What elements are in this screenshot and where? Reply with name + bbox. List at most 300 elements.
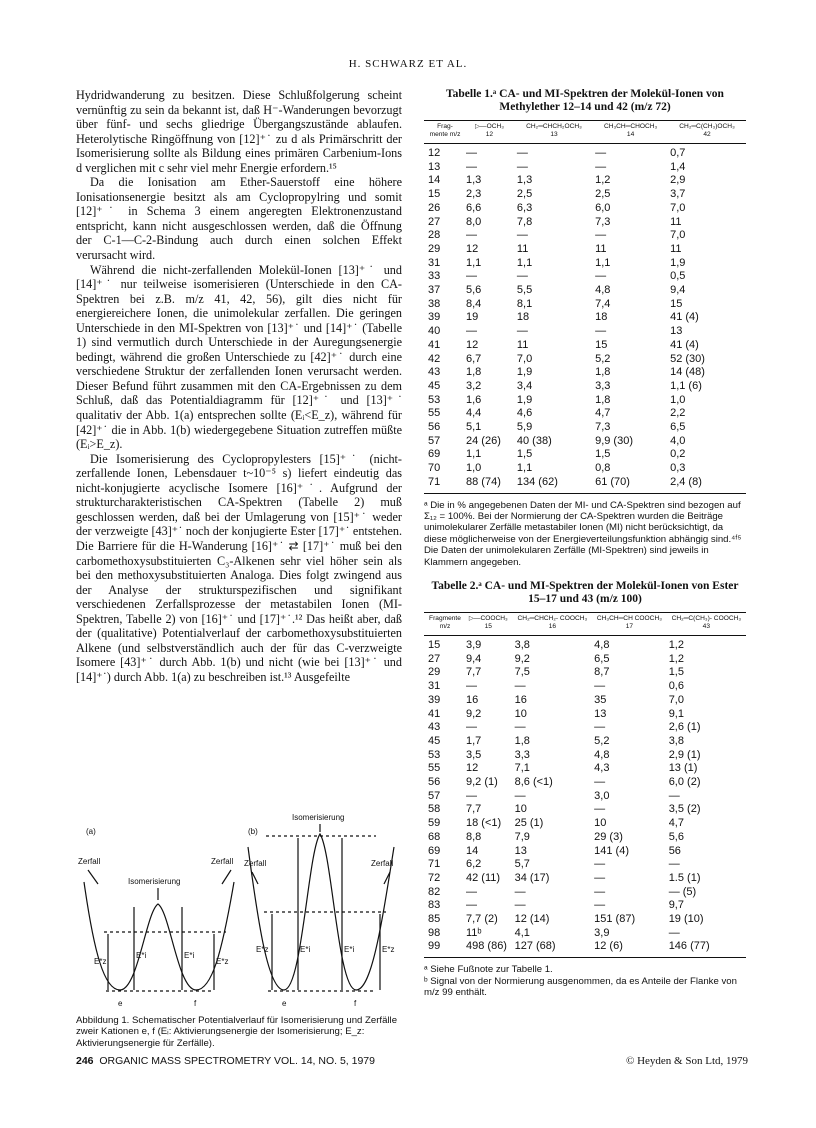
value-cell: 7,3	[595, 215, 611, 228]
mz-cell: 45	[428, 379, 441, 392]
value-cell: 1,2	[595, 174, 611, 187]
table1-row	[424, 298, 746, 312]
value-cell: 1,1	[516, 256, 533, 269]
table1-row	[424, 339, 746, 353]
value-cell: —	[514, 789, 526, 802]
value-cell: —	[594, 871, 606, 884]
table1-row	[424, 407, 746, 421]
mz-cell: 15	[428, 188, 441, 201]
table1-col-header-mz: Frag-mente m/z	[429, 123, 461, 138]
value-cell: 5,2	[594, 734, 610, 747]
table1-footnote	[424, 500, 746, 568]
table2-col-header: CH₂═C(CH₃)- COOCH₃ 43	[671, 615, 742, 631]
mz-cell: 83	[428, 899, 441, 912]
table1-row	[424, 448, 746, 462]
mz-cell: 39	[428, 311, 441, 324]
value-cell: 29 (3)	[594, 830, 623, 843]
value-cell: —	[516, 160, 528, 173]
value-cell: —	[516, 147, 528, 159]
table2-row	[424, 708, 746, 722]
value-cell: 2,2	[670, 407, 686, 420]
value-cell: 1,8	[514, 734, 530, 747]
value-cell: 13	[670, 325, 683, 338]
table2-row	[424, 845, 746, 859]
value-cell: 13 (1)	[668, 762, 698, 775]
mz-cell: 15	[428, 639, 441, 652]
value-cell: 8,4	[466, 297, 482, 310]
value-cell: 134 (62)	[516, 475, 558, 488]
table1-col-header: CH₃CH═CHOCH₃ 14	[603, 123, 658, 138]
mz-cell: 39	[428, 693, 441, 706]
zerfall-label: Zerfall	[211, 857, 234, 866]
value-cell: 8,7	[594, 666, 610, 679]
value-cell: 1,7	[466, 734, 482, 747]
value-cell: 56	[668, 844, 681, 857]
ei-label: E*i	[300, 945, 311, 954]
footnote-text: ᵃ Siehe Fußnote zur Tabelle 1.	[424, 964, 553, 976]
value-cell: 1,9	[516, 393, 533, 406]
value-cell: 3,7	[670, 188, 686, 201]
mz-cell: 55	[428, 407, 441, 420]
value-cell: 18 (<1)	[466, 817, 502, 830]
value-cell: —	[594, 721, 606, 734]
table2-col-header: CH₃CH═CH COOCH₃ 17	[596, 615, 662, 631]
value-cell: 4,8	[595, 284, 611, 297]
value-cell: 1,9	[516, 366, 533, 379]
table1-row	[424, 435, 746, 449]
value-cell: 35	[594, 693, 607, 706]
value-cell: 5,7	[514, 858, 530, 871]
mz-cell: 33	[428, 270, 441, 283]
table1-row	[424, 161, 746, 175]
value-cell: 10	[514, 803, 527, 816]
mz-cell: 45	[428, 734, 441, 747]
value-cell: 12 (6)	[594, 940, 623, 953]
value-cell: 3,5	[466, 748, 482, 761]
value-cell: 7,3	[595, 421, 611, 434]
value-cell: 11	[516, 338, 529, 351]
mz-cell: 82	[428, 885, 441, 898]
table2	[424, 612, 746, 958]
value-cell: 9,4	[466, 652, 482, 665]
value-cell: 52 (30)	[670, 352, 705, 365]
mz-cell: 68	[428, 830, 441, 843]
value-cell: 7,7	[466, 803, 482, 816]
table1-row	[424, 202, 746, 216]
mz-cell: 27	[428, 215, 441, 228]
value-cell: 6,0	[595, 201, 611, 214]
value-cell: 1,5	[516, 448, 533, 461]
value-cell: —	[466, 229, 477, 242]
value-cell: 141 (4)	[594, 844, 629, 857]
value-cell: 2,9 (1)	[668, 748, 701, 761]
table2-row	[424, 749, 746, 763]
value-cell: 7,7	[466, 666, 482, 679]
table2-row	[424, 636, 746, 653]
value-cell: 7,9	[514, 830, 530, 843]
value-cell: 11	[670, 242, 682, 255]
table1-row	[424, 476, 746, 493]
mz-cell: 72	[428, 871, 441, 884]
paragraph: Hydridwanderung zu besitzen. Diese Schlußfolgerung scheint vernünftig zu sein da bekannt ist, daß H⁻-Wanderungen bevorzugt über fünf- und sechs gliedrige Übergangszustände ablaufen. Heterolytische Ringöffnung von [12]⁺˙ zu d als Primärschritt der Isomerisierung sollte als Bildung eines primären Carbenium-Ions d verglichen mit c sehr viel mehr Energie erfordern.¹⁵	[76, 88, 402, 175]
paragraph: Während die nicht-zerfallenden Molekül-Ionen [13]⁺˙ und [14]⁺˙ nur teilweise isomerisieren (Unterschiede in den CA-Spektren bei z.B. m/z 41, 42, 56), gilt dies nicht für energiereichere Ionen, die unimolekular zerfallen. Die geringen Unterschiede in den MI-Spektren von [13]⁺˙ und [14]⁺˙ (Tabelle 1) sind vermutlich durch Unterschiede in der Auregungsenergie bedingt, während die großen Unterschiede zu [42]⁺˙ durch eine verschiedene Struktur der zerfallenden Ionen verursacht werden. Dieser Befund führt zusammen mit den CA-Ergebnissen zu dem Schluß, daß das Potentialdiagramm für [12]⁺˙ und [13]⁺˙ qualitativ der Abb. 1(a) entsprechen sollte (Eᵢ<E_z), während für [42]⁺˙ die in Abb. 1(b) wiedergegebene Situation zutreffen müßte (Eᵢ>E_z).	[76, 262, 402, 452]
mz-cell: 41	[428, 338, 441, 351]
value-cell: 18	[516, 311, 530, 324]
value-cell: —	[595, 270, 607, 283]
table2-row	[424, 858, 746, 872]
mz-cell: 38	[428, 297, 441, 310]
ei-label: E*i	[344, 945, 355, 954]
value-cell: 3,8	[668, 734, 684, 747]
value-cell: —	[594, 776, 606, 789]
table2-row	[424, 666, 746, 680]
value-cell: —	[516, 229, 528, 242]
value-cell: 11	[595, 242, 607, 255]
table2-row	[424, 927, 746, 941]
value-cell: 41 (4)	[670, 338, 699, 351]
body-text-column	[76, 88, 402, 684]
table1-row	[424, 380, 746, 394]
value-cell: 1.5 (1)	[668, 871, 701, 884]
value-cell: 6,2	[466, 858, 482, 871]
value-cell: 3,3	[514, 748, 530, 761]
paragraph: Die Isomerisierung des Cyclopropylesters [15]⁺˙ (nicht-zerfallende Ionen, Lebensdauer t~10⁻⁵ s) liefert eindeutig das nicht-konjugierte acyclische Isomere [16]⁺˙. Aufgrund der strukturcharakteristischen CA-Spektren (Tabelle 2) muß geschlossen werden, daß bei der Umlagerung von [15]⁺˙ weder der verzweigte [43]⁺˙ noch der konjugierte Ester [17]⁺˙ entstehen. Die Barriere für die H-Wanderung [16]⁺˙ ⇄ [17]⁺˙ muß bei den carbomethoxysubstituierten C₃-Alkenen sehr viel höher sein als bei den methoxysubstituierten Analoga. Dies folgt zwingend aus der Analyse der strukturspezifischen und signifikant verschiedenen Zerfallsprozesse der metastabilen Ionen (MI-Spektren, Tabelle 2) von [16]⁺˙ und [17]⁺˙.¹² Das heißt aber, daß der (qualitative) Potentialverlauf der carbomethoxysubstituierten Alkene (und selbstverständlich auch der für das C-verzweigte Isomere [43]⁺˙ durch Abb. 1(b) und nicht (wie bei [13]⁺˙ und [14]⁺˙) durch Abb. 1(a) zu beschreiben ist.¹³ Ausgefeilte	[76, 451, 402, 684]
table2-row	[424, 803, 746, 817]
value-cell: 7,1	[514, 762, 530, 775]
value-cell: 7,5	[514, 666, 530, 679]
mz-cell: 99	[428, 940, 441, 953]
value-cell: —	[594, 858, 606, 871]
value-cell: —	[466, 270, 477, 283]
value-cell: 3,0	[594, 789, 610, 802]
value-cell: 8,6 (<1)	[514, 776, 553, 789]
value-cell: 5,6	[668, 830, 684, 843]
table1-row	[424, 174, 746, 188]
table2-row	[424, 886, 746, 900]
value-cell: 1,5	[668, 666, 684, 679]
value-cell: 15	[670, 297, 683, 310]
table2-row	[424, 680, 746, 694]
ez-label: E*z	[382, 945, 395, 954]
value-cell: 1,2	[668, 652, 684, 665]
tables-column	[424, 88, 746, 998]
value-cell: 8,8	[466, 830, 482, 843]
value-cell: 2,3	[466, 188, 482, 201]
table2-body	[424, 636, 746, 958]
value-cell: 13	[594, 707, 607, 720]
mz-cell: 14	[428, 174, 441, 187]
copyright: © Heyden & Son Ltd, 1979	[625, 1055, 748, 1067]
value-cell: 25 (1)	[514, 817, 544, 830]
value-cell: 7,0	[516, 352, 533, 365]
value-cell: —	[466, 160, 477, 173]
value-cell: —	[668, 858, 680, 871]
value-cell: 14	[466, 844, 479, 857]
value-cell: 14 (48)	[670, 366, 705, 379]
table2-caption: Tabelle 2.ᵃ CA- und MI-Spektren der Molekül-Ionen von Ester 15–17 und 43 (m/z 100)	[431, 580, 739, 606]
value-cell: —	[595, 325, 607, 338]
ei-label: E*i	[184, 951, 195, 960]
value-cell: 6,5	[594, 652, 610, 665]
value-cell: —	[594, 803, 606, 816]
value-cell: 2,4 (8)	[670, 475, 702, 488]
value-cell: 13	[514, 844, 527, 857]
value-cell: 16	[514, 693, 527, 706]
mz-cell: 71	[428, 858, 441, 871]
zerfall-label: Zerfall	[78, 857, 101, 866]
value-cell: —	[466, 721, 477, 734]
value-cell: 3,4	[516, 379, 533, 392]
value-cell: 9,7	[668, 899, 684, 912]
table2-col-header: ▷—COOCH₃ 15	[468, 615, 508, 631]
value-cell: 5,1	[466, 421, 482, 434]
table1-row	[424, 366, 746, 380]
mz-cell: 42	[428, 352, 441, 365]
ez-label: E*z	[216, 957, 229, 966]
value-cell: 127 (68)	[514, 940, 556, 953]
table1-row	[424, 284, 746, 298]
value-cell: —	[466, 147, 477, 159]
value-cell: 146 (77)	[668, 940, 710, 953]
value-cell: 15	[595, 338, 608, 351]
value-cell: 1,8	[595, 393, 611, 406]
value-cell: 8,0	[466, 215, 482, 228]
mz-cell: 53	[428, 393, 441, 406]
table2-row	[424, 940, 746, 957]
value-cell: 2,5	[516, 188, 533, 201]
value-cell: 18	[595, 311, 608, 324]
table1-body	[424, 144, 746, 494]
value-cell: 19	[466, 311, 479, 324]
value-cell: 88 (74)	[466, 475, 501, 488]
value-cell: 4,7	[668, 817, 684, 830]
f-label: f	[194, 999, 197, 1008]
value-cell: 9,4	[670, 284, 686, 297]
mz-cell: 57	[428, 434, 441, 447]
value-cell: —	[516, 325, 528, 338]
value-cell: —	[514, 721, 526, 734]
value-cell: 34 (17)	[514, 871, 550, 884]
value-cell: 3,9	[594, 926, 610, 939]
value-cell: 4,6	[516, 407, 533, 420]
mz-cell: 69	[428, 844, 441, 857]
f-label: f	[354, 999, 357, 1008]
table1-row	[424, 325, 746, 339]
value-cell: —	[668, 926, 680, 939]
mz-cell: 57	[428, 789, 441, 802]
value-cell: 6,7	[466, 352, 482, 365]
isomerisierung-label: Isomerisierung	[128, 877, 181, 886]
table2-row	[424, 762, 746, 776]
value-cell: 0,7	[670, 147, 686, 159]
value-cell: —	[466, 885, 477, 898]
value-cell: 4,1	[514, 926, 530, 939]
value-cell: 3,5 (2)	[668, 803, 701, 816]
value-cell: 4,3	[594, 762, 610, 775]
value-cell: 9,2	[466, 707, 482, 720]
value-cell: 5,2	[595, 352, 611, 365]
value-cell: 1,1	[516, 462, 533, 475]
value-cell: 7,0	[670, 201, 686, 214]
value-cell: 9,1	[668, 707, 684, 720]
value-cell: 19 (10)	[668, 913, 704, 926]
value-cell: 5,6	[466, 284, 482, 297]
table2-row	[424, 694, 746, 708]
mz-cell: 69	[428, 448, 441, 461]
value-cell: 1,1	[595, 256, 611, 269]
value-cell: —	[466, 325, 477, 338]
table2-row	[424, 653, 746, 667]
value-cell: 1,9	[670, 256, 686, 269]
value-cell: 5,5	[516, 284, 533, 297]
value-cell: 498 (86)	[466, 940, 507, 953]
mz-cell: 59	[428, 817, 441, 830]
value-cell: 6,3	[516, 201, 533, 214]
ez-label: E*z	[256, 945, 269, 954]
table1-row	[424, 243, 746, 257]
value-cell: 7,8	[516, 215, 533, 228]
value-cell: 10	[514, 707, 527, 720]
value-cell: 4,0	[670, 434, 686, 447]
value-cell: 5,9	[516, 421, 533, 434]
value-cell: —	[594, 680, 606, 693]
table1-row	[424, 216, 746, 230]
curve-a	[84, 882, 234, 990]
mz-cell: 55	[428, 762, 441, 775]
value-cell: 2,9	[670, 174, 686, 187]
value-cell: —	[466, 789, 477, 802]
value-cell: 11	[516, 242, 529, 255]
value-cell: 41 (4)	[670, 311, 699, 324]
value-cell: 1,1 (6)	[670, 379, 702, 392]
mz-cell: 56	[428, 776, 441, 789]
table2-row	[424, 735, 746, 749]
footnote-text: ᵇ Signal von der Normierung ausgenommen, da es Anteile der Flanke von m/z 99 enthält.	[424, 975, 737, 998]
value-cell: 1,1	[466, 256, 482, 269]
table1-row	[424, 353, 746, 367]
value-cell: 10	[594, 817, 607, 830]
table1-row	[424, 188, 746, 202]
value-cell: 8,1	[516, 297, 533, 310]
value-cell: —	[514, 885, 526, 898]
table1-row	[424, 311, 746, 325]
table1	[424, 120, 746, 494]
isomerisierung-label: Isomerisierung	[292, 813, 345, 822]
value-cell: 42 (11)	[466, 871, 501, 884]
value-cell: —	[466, 899, 477, 912]
value-cell: 12	[466, 242, 479, 255]
mz-cell: 98	[428, 926, 441, 939]
value-cell: 151 (87)	[594, 913, 636, 926]
table1-row	[424, 144, 746, 161]
value-cell: 1,4	[670, 160, 686, 173]
table2-row	[424, 899, 746, 913]
mz-cell: 12	[428, 147, 441, 159]
value-cell: 12	[466, 762, 479, 775]
value-cell: 9,2	[514, 652, 530, 665]
table2-row	[424, 831, 746, 845]
value-cell: 1,8	[595, 366, 611, 379]
table2-col-header-mz: Fragmente m/z	[429, 615, 461, 631]
mz-cell: 26	[428, 201, 441, 214]
value-cell: 9,2 (1)	[466, 776, 498, 789]
mz-cell: 40	[428, 325, 441, 338]
table1-col-header: ▷—OCH₃ 12	[474, 123, 504, 138]
ez-label: E*z	[94, 957, 107, 966]
value-cell: 7,4	[595, 297, 611, 310]
value-cell: 0,6	[668, 680, 684, 693]
value-cell: 7,7 (2)	[466, 913, 498, 926]
value-cell: 4,8	[594, 639, 610, 652]
value-cell: 1,0	[466, 462, 482, 475]
value-cell: —	[595, 229, 607, 242]
table2-row	[424, 790, 746, 804]
mz-cell: 29	[428, 242, 441, 255]
page-footer-journal	[76, 1055, 375, 1067]
value-cell: 40 (38)	[516, 434, 552, 447]
table2-row	[424, 913, 746, 927]
value-cell: 3,9	[466, 639, 482, 652]
value-cell: 3,2	[466, 379, 482, 392]
value-cell: 1,2	[668, 639, 684, 652]
value-cell: 2,6 (1)	[668, 721, 701, 734]
table2-row	[424, 872, 746, 886]
value-cell: —	[516, 270, 528, 283]
value-cell: 24 (26)	[466, 434, 501, 447]
table1-caption: Tabelle 1.ᵃ CA- und MI-Spektren der Molekül-Ionen von Methylether 12–14 und 42 (m/z 72)	[446, 88, 724, 113]
value-cell: 1,8	[466, 366, 482, 379]
value-cell: — (5)	[668, 885, 697, 898]
mz-cell: 29	[428, 666, 441, 679]
value-cell: 9,9 (30)	[595, 434, 633, 447]
running-header: H. SCHWARZ ET AL.	[348, 58, 468, 70]
mz-cell: 43	[428, 366, 441, 379]
value-cell: 0,5	[670, 270, 686, 283]
journal-name: ORGANIC MASS SPECTROMETRY VOL. 14, NO. 5, 1979	[99, 1055, 375, 1067]
table1-row	[424, 229, 746, 243]
value-cell: 4,4	[466, 407, 482, 420]
mz-cell: 37	[428, 284, 441, 297]
table1-col-header: CH₂═C(CH₃)OCH₃ 42	[679, 123, 735, 138]
zerfall-label: Zerfall	[244, 859, 267, 868]
value-cell: 1,0	[670, 393, 686, 406]
value-cell: 7,0	[668, 693, 684, 706]
value-cell: 0,2	[670, 448, 686, 461]
value-cell: 6,0 (2)	[668, 776, 701, 789]
table2-row	[424, 776, 746, 790]
footnote-text: ᵃ Die in % angegebenen Daten der MI- und CA-Spektren sind bezogen auf Σ₁₂ = 100%. Bei der Normierung der CA-Spektren wurden die Beiträge unimolekularer Zerfälle metastabiler Ionen (MI) nicht berücksichtigt, da diese möglicherweise von der Energieverteilungsfunktion abhängig sind.⁴ᶠ⁵ Die Daten der unimolekularen Zerfälle (MI-Spektren) sind jeweils in Klammern angegeben.	[424, 499, 742, 568]
value-cell: 6,5	[670, 421, 686, 434]
mz-cell: 70	[428, 462, 441, 475]
value-cell: —	[514, 680, 526, 693]
paragraph: Da die Ionisation am Ether-Sauerstoff eine höhere Ionisationsenergie besitzt als am Cyclopropylring und somit [12]⁺˙ in Schema 3 einem angeregten Elektronenzustand entspricht, kann nicht ausgeschlossen werden, daß die Öffnung der C-1—C-2-Bindung auch durch einen solchen Effekt verursacht wird.	[76, 175, 402, 263]
table1-row	[424, 462, 746, 476]
mz-cell: 56	[428, 421, 441, 434]
table2-col-header: CH₂═CHCH₂- COOCH₃ 16	[517, 615, 588, 631]
mz-cell: 43	[428, 721, 441, 734]
mz-cell: 31	[428, 256, 441, 269]
value-cell: 6,6	[466, 201, 482, 214]
value-cell: 61 (70)	[595, 475, 630, 488]
mz-cell: 71	[428, 475, 441, 488]
value-cell: 1,3	[466, 174, 482, 187]
table1-row	[424, 421, 746, 435]
value-cell: 16	[466, 693, 479, 706]
potential-diagram-svg	[76, 812, 406, 1012]
value-cell: 4,8	[594, 748, 610, 761]
value-cell: 1,1	[466, 448, 482, 461]
value-cell: 12	[466, 338, 479, 351]
